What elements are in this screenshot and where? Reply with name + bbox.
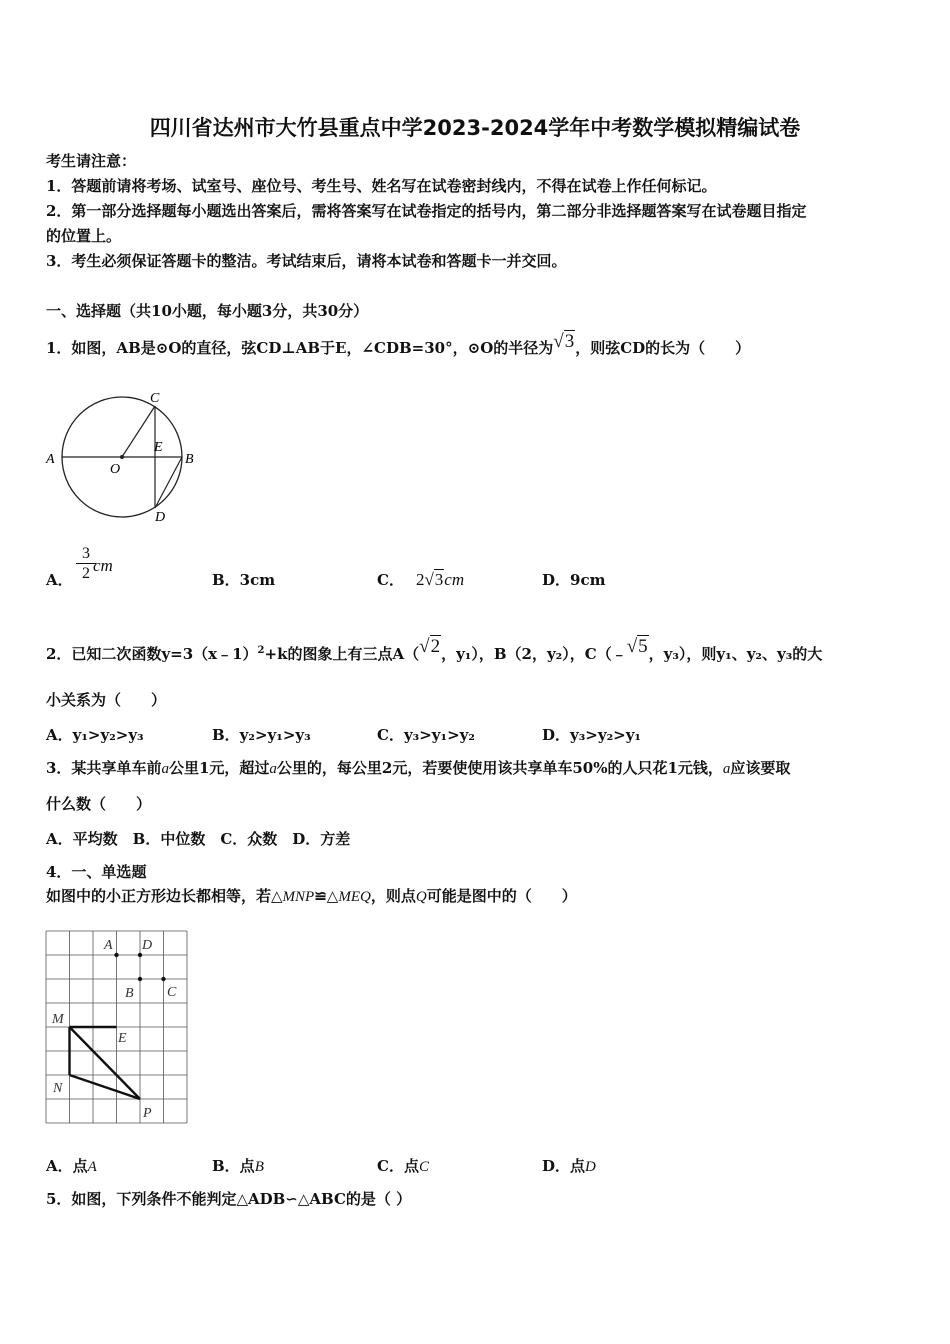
- q2-line2: 小关系为（ ）: [46, 691, 167, 709]
- q4-heading: 4．一、单选题: [46, 863, 147, 881]
- q4-option-a-point: A: [87, 1159, 97, 1175]
- grid-label-n: N: [53, 1081, 63, 1096]
- q3-line1-d: 应该要取: [730, 759, 791, 777]
- q4-option-b[interactable]: [212, 1155, 264, 1176]
- q4-option-c-point: C: [418, 1159, 429, 1175]
- q4-option-d[interactable]: [542, 1155, 596, 1176]
- q3-line1-c: 公里的，每公里2元，若要使使用该共享单车50%的人只花1元钱，: [276, 759, 723, 777]
- q4-var-q: Q: [415, 889, 427, 905]
- q1-circle-figure: [40, 385, 210, 525]
- question-4: [46, 885, 577, 908]
- q1-sqrt: √3: [553, 331, 575, 352]
- grid-label-c: C: [167, 985, 177, 1000]
- grid-label-b: B: [125, 986, 134, 1001]
- grid-label-p: P: [143, 1106, 152, 1121]
- q3-line1-b: 公里1元，超过: [168, 759, 270, 777]
- notice-item-2-cont: 的位置上。: [46, 227, 122, 245]
- q2-part3: ，y₁），B（2，y₂），C（﹣: [441, 645, 627, 663]
- label-c: C: [150, 391, 160, 406]
- q2-sqrt-a: √2: [419, 636, 441, 657]
- notice-heading: 考生请注意：: [46, 152, 137, 170]
- point-a: [114, 953, 118, 957]
- label-d: D: [155, 510, 166, 525]
- q2-option-d[interactable]: D．y₃>y₂>y₁: [542, 726, 642, 744]
- q1-sqrt-value: 3: [564, 331, 575, 352]
- q2-sup: 2: [257, 645, 265, 656]
- q4-text-c: 可能是图中的（ ）: [426, 887, 577, 905]
- label-e: E: [154, 440, 163, 455]
- q4-tri1: MNP: [282, 889, 315, 905]
- q3-var-a-2: a: [269, 761, 277, 777]
- q4-text-a: 如图中的小正方形边长都相等，若△: [46, 887, 283, 905]
- q3-options[interactable]: A．平均数 B．中位数 C．众数 D．方差: [46, 830, 351, 848]
- question-2: [46, 636, 823, 665]
- label-o: O: [110, 462, 121, 477]
- q4-option-c[interactable]: [377, 1155, 429, 1176]
- q4-option-a-label: A．点: [46, 1157, 88, 1175]
- q2-option-c[interactable]: C．y₃>y₁>y₂: [377, 726, 475, 744]
- q1-fraction-den: 2: [82, 565, 90, 582]
- q1-text-before: 1．如图，AB是⊙O的直径，弦CD⊥AB于E，∠CDB=30°，⊙O的半径为: [46, 339, 554, 357]
- radius-oc: [122, 406, 155, 457]
- notice-item-1: 1．答题前请将考场、试室号、座位号、考生号、姓名写在试卷密封线内，不得在试卷上作任何标记。: [46, 177, 717, 195]
- q1-fraction-num: 3: [76, 544, 96, 564]
- q1-option-a-unit: cm: [93, 556, 113, 575]
- q1-option-c-unit: cm: [444, 570, 465, 589]
- label-b: B: [185, 452, 194, 467]
- grid-label-m: M: [52, 1012, 64, 1027]
- label-a: A: [46, 452, 55, 467]
- q1-option-a[interactable]: [46, 569, 73, 590]
- question-5: 5．如图，下列条件不能判定△ADB∽△ABC的是（ ）: [46, 1190, 412, 1208]
- q1-text-after: ，则弦CD的长为（ ）: [575, 339, 751, 357]
- page-title: 四川省达州市大竹县重点中学2023-2024学年中考数学模拟精编试卷: [149, 116, 801, 140]
- q4-tri2: MEQ: [338, 889, 371, 905]
- q3-line1-a: 3．某共享单车前: [46, 759, 162, 777]
- q1-option-c-sqrt: √3: [424, 570, 444, 589]
- q3-var-a-3: a: [722, 761, 731, 777]
- q4-cong: ≌△: [314, 887, 339, 905]
- q3-var-a-1: a: [161, 761, 169, 777]
- q4-option-b-label: B．点: [212, 1157, 255, 1175]
- q2-sqrt-c-value: 5: [638, 636, 648, 657]
- center-point: [120, 455, 124, 459]
- point-b: [138, 977, 142, 981]
- q1-option-d[interactable]: D．9cm: [542, 571, 606, 589]
- q4-option-b-point: B: [254, 1159, 264, 1175]
- grid-label-e: E: [118, 1031, 127, 1046]
- q1-option-b[interactable]: B．3cm: [212, 571, 276, 589]
- point-d: [138, 953, 142, 957]
- q1-option-c[interactable]: [377, 569, 464, 590]
- q2-option-a[interactable]: A．y₁>y₂>y₃: [46, 726, 144, 744]
- question-3: [46, 757, 790, 780]
- notice-item-2: 2．第一部分选择题每小题选出答案后，需将答案写在试卷指定的括号内，第二部分非选择题答案写在试卷题目指定: [46, 202, 807, 220]
- point-c: [161, 977, 165, 981]
- q2-part4: ，y₃），则y₁、y₂、y₃的大: [648, 645, 823, 663]
- q2-part1: 2．已知二次函数y=3（x﹣1）: [46, 645, 258, 663]
- q1-option-c-rad: 3: [434, 570, 444, 589]
- q4-text-b: ，则点: [370, 887, 416, 905]
- q2-sqrt-a-value: 2: [430, 636, 441, 657]
- q4-option-d-point: D: [585, 1159, 596, 1175]
- q2-option-b[interactable]: B．y₂>y₁>y₃: [212, 726, 311, 744]
- q2-sqrt-c: √5: [626, 636, 648, 657]
- q4-option-d-label: D．点: [542, 1157, 586, 1175]
- grid-label-d: D: [142, 938, 153, 953]
- segment-db: [155, 457, 182, 508]
- q2-part2: +k的图象上有三点A（: [264, 645, 420, 663]
- q1-option-c-coef: 2: [415, 570, 425, 589]
- grid-label-a: A: [104, 938, 113, 953]
- q4-option-c-label: C．点: [377, 1157, 419, 1175]
- notice-item-3: 3．考生必须保证答题卡的整洁。考试结束后，请将本试卷和答题卡一并交回。: [46, 252, 567, 270]
- question-1: [46, 331, 751, 359]
- q1-option-a-label: A．: [46, 571, 73, 589]
- q3-line2: 什么数（ ）: [46, 795, 152, 813]
- q4-option-a[interactable]: [46, 1155, 97, 1176]
- q4-grid-figure: [44, 929, 190, 1125]
- section-heading: 一、选择题（共10小题，每小题3分，共30分）: [46, 302, 369, 320]
- q1-option-c-label: C．: [377, 571, 404, 589]
